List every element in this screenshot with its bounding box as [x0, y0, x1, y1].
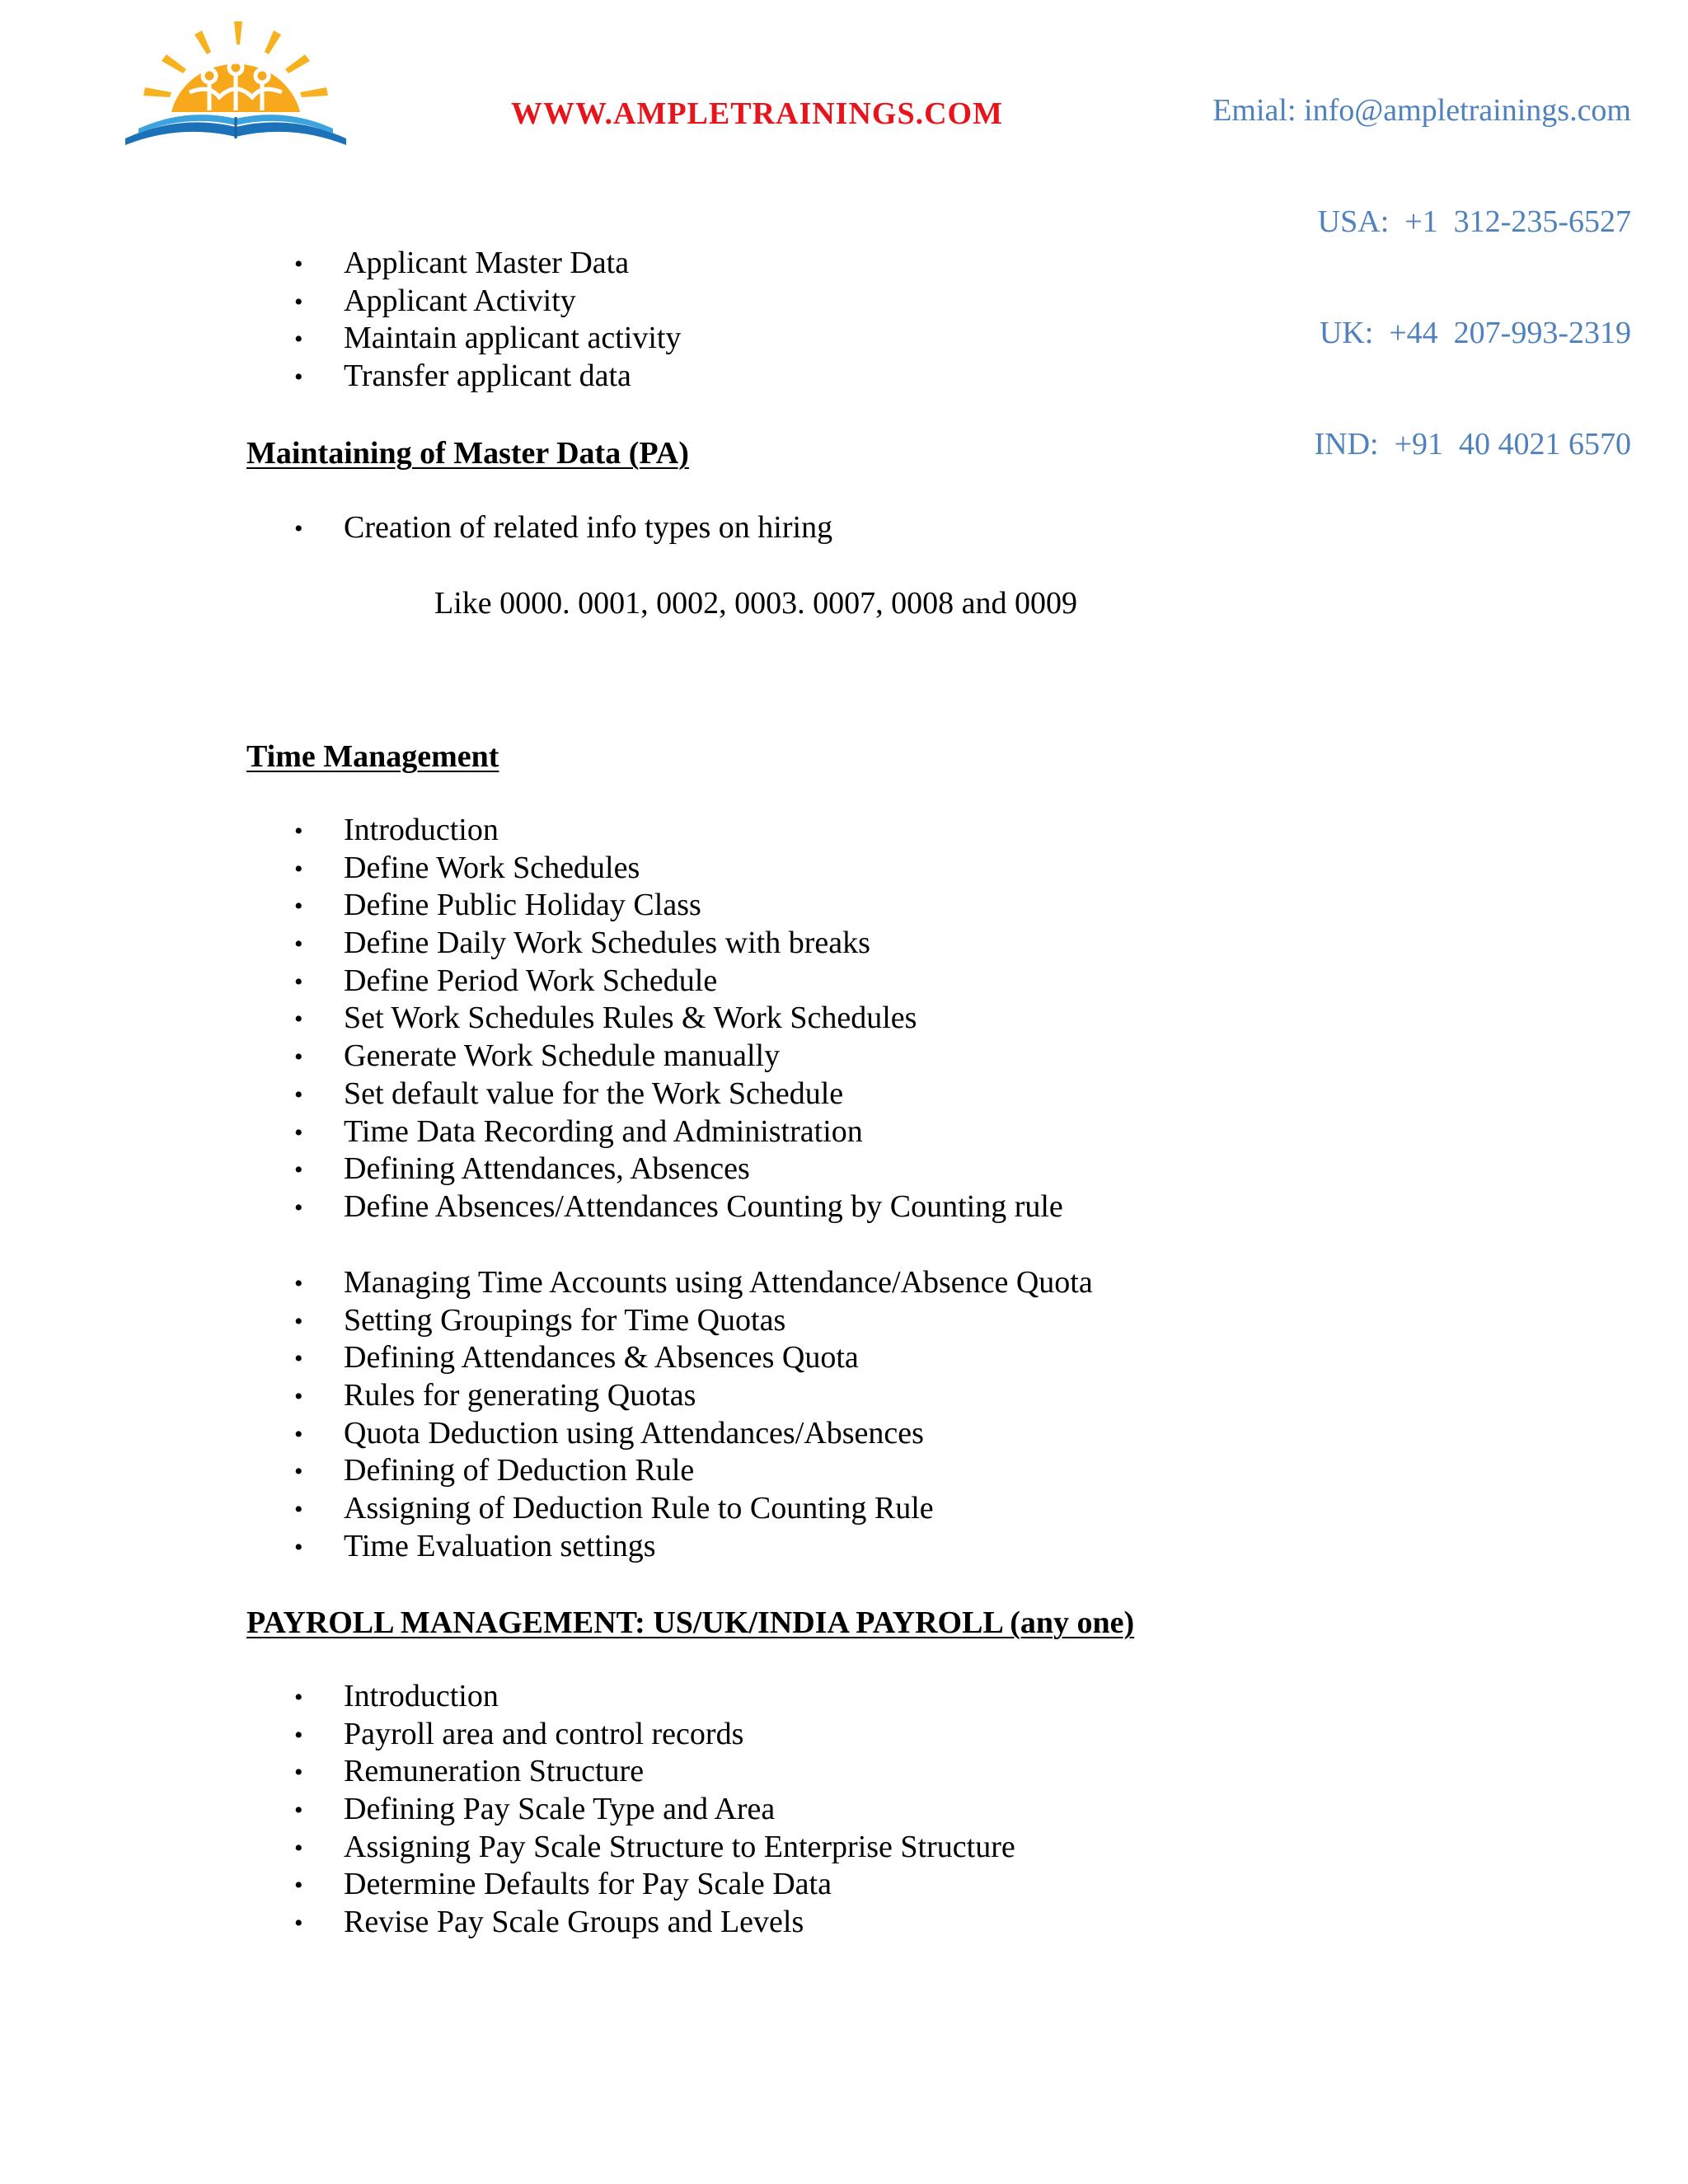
list-item-text: Define Public Holiday Class	[344, 888, 701, 923]
master-data-heading: Maintaining of Master Data (PA)	[246, 436, 689, 471]
bullet-icon: •	[294, 1420, 303, 1448]
time-management-heading: Time Management	[246, 739, 499, 774]
list-item-text: Generate Work Schedule manually	[344, 1038, 781, 1074]
bullet-icon: •	[294, 1307, 303, 1335]
list-item-text: Define Work Schedules	[344, 850, 640, 885]
bullet-icon: •	[294, 1496, 303, 1524]
list-item-text: Quota Deduction using Attendances/Absences	[344, 1415, 924, 1451]
bullet-icon: •	[294, 251, 303, 278]
bullet-icon: •	[294, 855, 303, 883]
bullet-icon: •	[294, 1797, 303, 1825]
list-item-text: Assigning of Deduction Rule to Counting Rule	[344, 1491, 934, 1526]
bullet-icon: •	[294, 326, 303, 354]
bullet-icon: •	[294, 1533, 303, 1561]
sun-book-logo-icon	[122, 21, 349, 153]
list-item-text: Remuneration Structure	[344, 1754, 645, 1789]
list-item-text: Payroll area and control records	[344, 1716, 744, 1751]
list-item-text: Assigning Pay Scale Structure to Enterprise Structure	[344, 1829, 1015, 1864]
bullet-icon: •	[294, 515, 303, 542]
list-item-text: Set default value for the Work Schedule	[344, 1076, 844, 1111]
website-url[interactable]: WWW.AMPLETRAININGS.COM	[511, 96, 1003, 131]
list-item-text: Time Evaluation settings	[344, 1528, 656, 1563]
bullet-icon: •	[294, 1834, 303, 1862]
bullet-icon: •	[294, 1910, 303, 1938]
list-item-text: Creation of related info types on hiring	[344, 510, 833, 545]
bullet-icon: •	[294, 1383, 303, 1411]
bullet-icon: •	[294, 1270, 303, 1297]
list-item-text: Maintain applicant activity	[344, 321, 682, 356]
list-item-text: Applicant Master Data	[344, 246, 630, 280]
bullet-icon: •	[294, 1156, 303, 1184]
bullet-icon: •	[294, 1684, 303, 1711]
contact-uk-phone: UK: +44 207-993-2319	[1319, 316, 1631, 350]
bullet-icon: •	[294, 1080, 303, 1108]
list-item-text: Define Daily Work Schedules with breaks	[344, 926, 870, 961]
bullet-icon: •	[294, 363, 303, 391]
bullet-icon: •	[294, 1118, 303, 1146]
list-item-text: Transfer applicant data	[344, 359, 631, 394]
list-item-text: Rules for generating Quotas	[344, 1378, 696, 1413]
list-item-text: Define Period Work Schedule	[344, 963, 718, 998]
infotypes-note: Like 0000. 0001, 0002, 0003. 0007, 0008 and 0009	[434, 586, 1078, 621]
list-item-text: Defining of Deduction Rule	[344, 1453, 695, 1488]
payroll-heading: PAYROLL MANAGEMENT: US/UK/INDIA PAYROLL (any one)	[246, 1605, 1135, 1640]
list-item-text: Time Data Recording and Administration	[344, 1113, 863, 1149]
list-item-text: Set Work Schedules Rules & Work Schedules	[344, 1001, 917, 1036]
contact-india-phone: IND: +91 40 4021 6570	[1314, 427, 1631, 462]
bullet-icon: •	[294, 1043, 303, 1071]
contact-email[interactable]: Emial: info@ampletrainings.com	[1212, 93, 1631, 128]
list-item-text: Introduction	[344, 1679, 499, 1713]
bullet-icon: •	[294, 893, 303, 921]
list-item-text: Defining Pay Scale Type and Area	[344, 1792, 776, 1827]
bullet-icon: •	[294, 1759, 303, 1787]
bullet-icon: •	[294, 1193, 303, 1221]
list-item-text: Define Absences/Attendances Counting by Counting rule	[344, 1188, 1063, 1224]
bullet-icon: •	[294, 288, 303, 316]
list-item-text: Setting Groupings for Time Quotas	[344, 1302, 786, 1338]
bullet-icon: •	[294, 1721, 303, 1749]
bullet-icon: •	[294, 818, 303, 845]
contact-usa-phone: USA: +1 312-235-6527	[1317, 204, 1631, 239]
company-logo	[122, 21, 349, 153]
bullet-icon: •	[294, 930, 303, 958]
bullet-icon: •	[294, 1005, 303, 1033]
bullet-icon: •	[294, 1872, 303, 1900]
contact-info	[1212, 18, 1631, 500]
list-item-text: Managing Time Accounts using Attendance/Absence Quota	[344, 1265, 1093, 1300]
list-item-text: Defining Attendances & Absences Quota	[344, 1340, 859, 1376]
bullet-icon: •	[294, 1345, 303, 1373]
list-item-text: Determine Defaults for Pay Scale Data	[344, 1867, 832, 1902]
list-item-text: Introduction	[344, 813, 499, 847]
list-item-text: Defining Attendances, Absences	[344, 1151, 750, 1187]
list-item-text: Applicant Activity	[344, 283, 576, 318]
bullet-icon: •	[294, 968, 303, 996]
list-item-text: Revise Pay Scale Groups and Levels	[344, 1905, 804, 1940]
bullet-icon: •	[294, 1458, 303, 1486]
